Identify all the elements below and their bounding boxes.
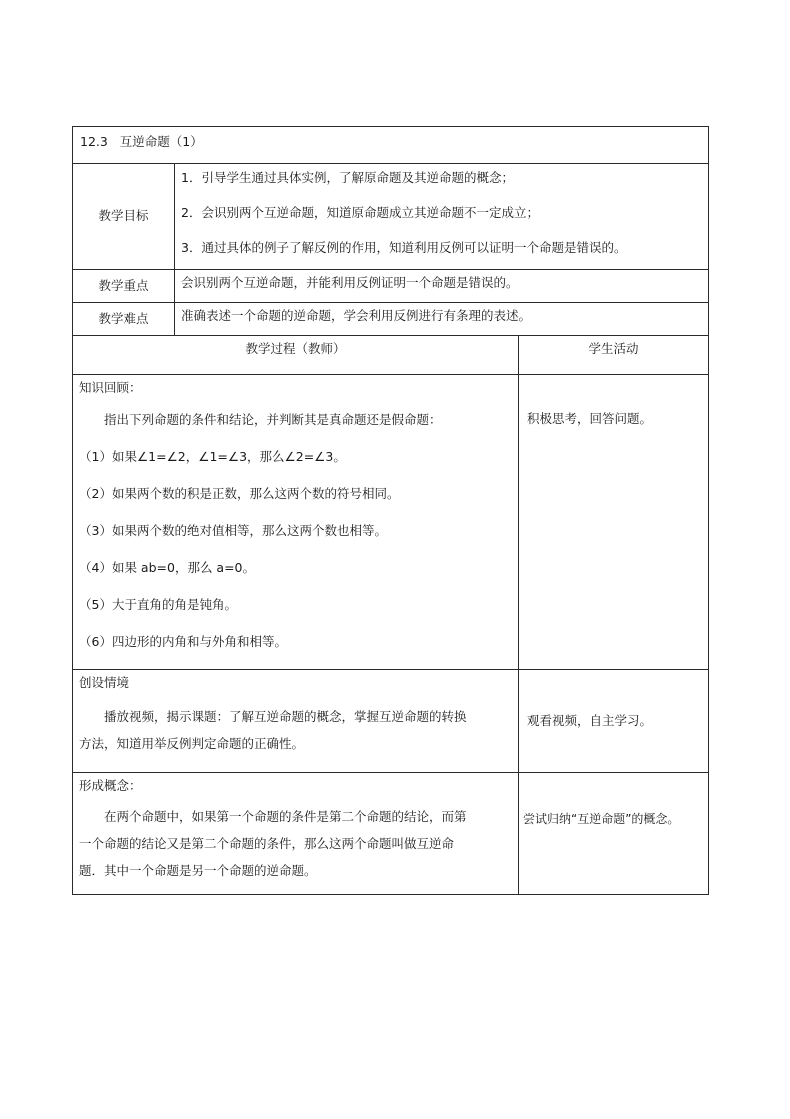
scenario-teacher-cell [73,670,519,773]
review-item: （2）如果两个数的积是正数，那么这两个数的符号相同。 [79,485,400,501]
review-student-cell [519,375,709,670]
lesson-title-cell [73,127,709,164]
review-item: （4）如果 ab=0，那么 a=0。 [79,559,256,575]
scenario-student-activity: 观看视频，自主学习。 [527,713,653,728]
goals-label: 教学目标 [73,164,175,270]
difficulties-label: 教学难点 [73,303,175,336]
review-item: （1）如果∠1=∠2，∠1=∠3，那么∠2=∠3。 [79,448,346,464]
review-item: （3）如果两个数的绝对值相等，那么这两个数也相等。 [79,522,387,538]
scenario-text [73,693,518,763]
concept-row [73,773,709,895]
key-points-label: 教学重点 [73,270,175,303]
lesson-plan-table [72,126,709,895]
scenario-line: 播放视频，揭示课题：了解互逆命题的概念，掌握互逆命题的转换 [104,708,467,724]
key-points-text: 会识别两个互逆命题，并能利用反例证明一个命题是错误的。 [181,275,519,290]
teacher-column-header [73,336,519,375]
concept-text [73,796,518,890]
student-column-header [519,336,709,375]
teacher-column-label: 教学过程（教师） [245,341,346,356]
difficulties-row [73,303,709,336]
concept-teacher-cell [73,773,519,895]
column-header-row [73,336,709,375]
goal-item: 2．会识别两个互逆命题，知道原命题成立其逆命题不一定成立； [181,205,539,220]
concept-line: 在两个命题中，如果第一个命题的条件是第二个命题的结论，而第 [104,808,467,824]
difficulties-cell [175,303,709,336]
lesson-title: 互逆命题（1） [119,134,203,149]
concept-title: 形成概念： [79,778,142,793]
goal-item: 1．引导学生通过具体实例，了解原命题及其逆命题的概念； [181,170,514,185]
key-points-row [73,270,709,303]
student-column-label: 学生活动 [588,341,639,356]
review-intro: 指出下列命题的条件和结论，并判断其是真命题还是假命题： [104,411,442,427]
review-teacher-cell [73,375,519,670]
scenario-row [73,670,709,773]
scenario-line: 方法，知道用举反例判定命题的正确性。 [79,735,305,751]
scenario-title: 创设情境 [79,675,130,690]
goals-cell [175,164,709,270]
goals-row [73,164,709,270]
review-student-activity: 积极思考，回答问题。 [527,411,653,426]
scenario-student-cell [519,670,709,773]
goal-item: 3．通过具体的例子了解反例的作用，知道利用反例可以证明一个命题是错误的。 [181,240,627,255]
lesson-number: 12.3 [80,134,108,149]
concept-student-activity: 尝试归纳“互逆命题”的概念。 [523,812,680,826]
title-row [73,127,709,164]
review-item: （6）四边形的内角和与外角和相等。 [79,633,287,649]
concept-line: 题．其中一个命题是另一个命题的逆命题。 [79,862,317,878]
concept-line: 一个命题的结论又是第二个命题的条件，那么这两个命题叫做互逆命 [79,835,455,851]
key-points-cell [175,270,709,303]
concept-student-cell [519,773,709,895]
review-row [73,375,709,670]
review-title: 知识回顾： [79,380,142,395]
review-item: （5）大于直角的角是钝角。 [79,596,237,612]
difficulties-text: 准确表述一个命题的逆命题，学会利用反例进行有条理的表述。 [181,308,532,323]
